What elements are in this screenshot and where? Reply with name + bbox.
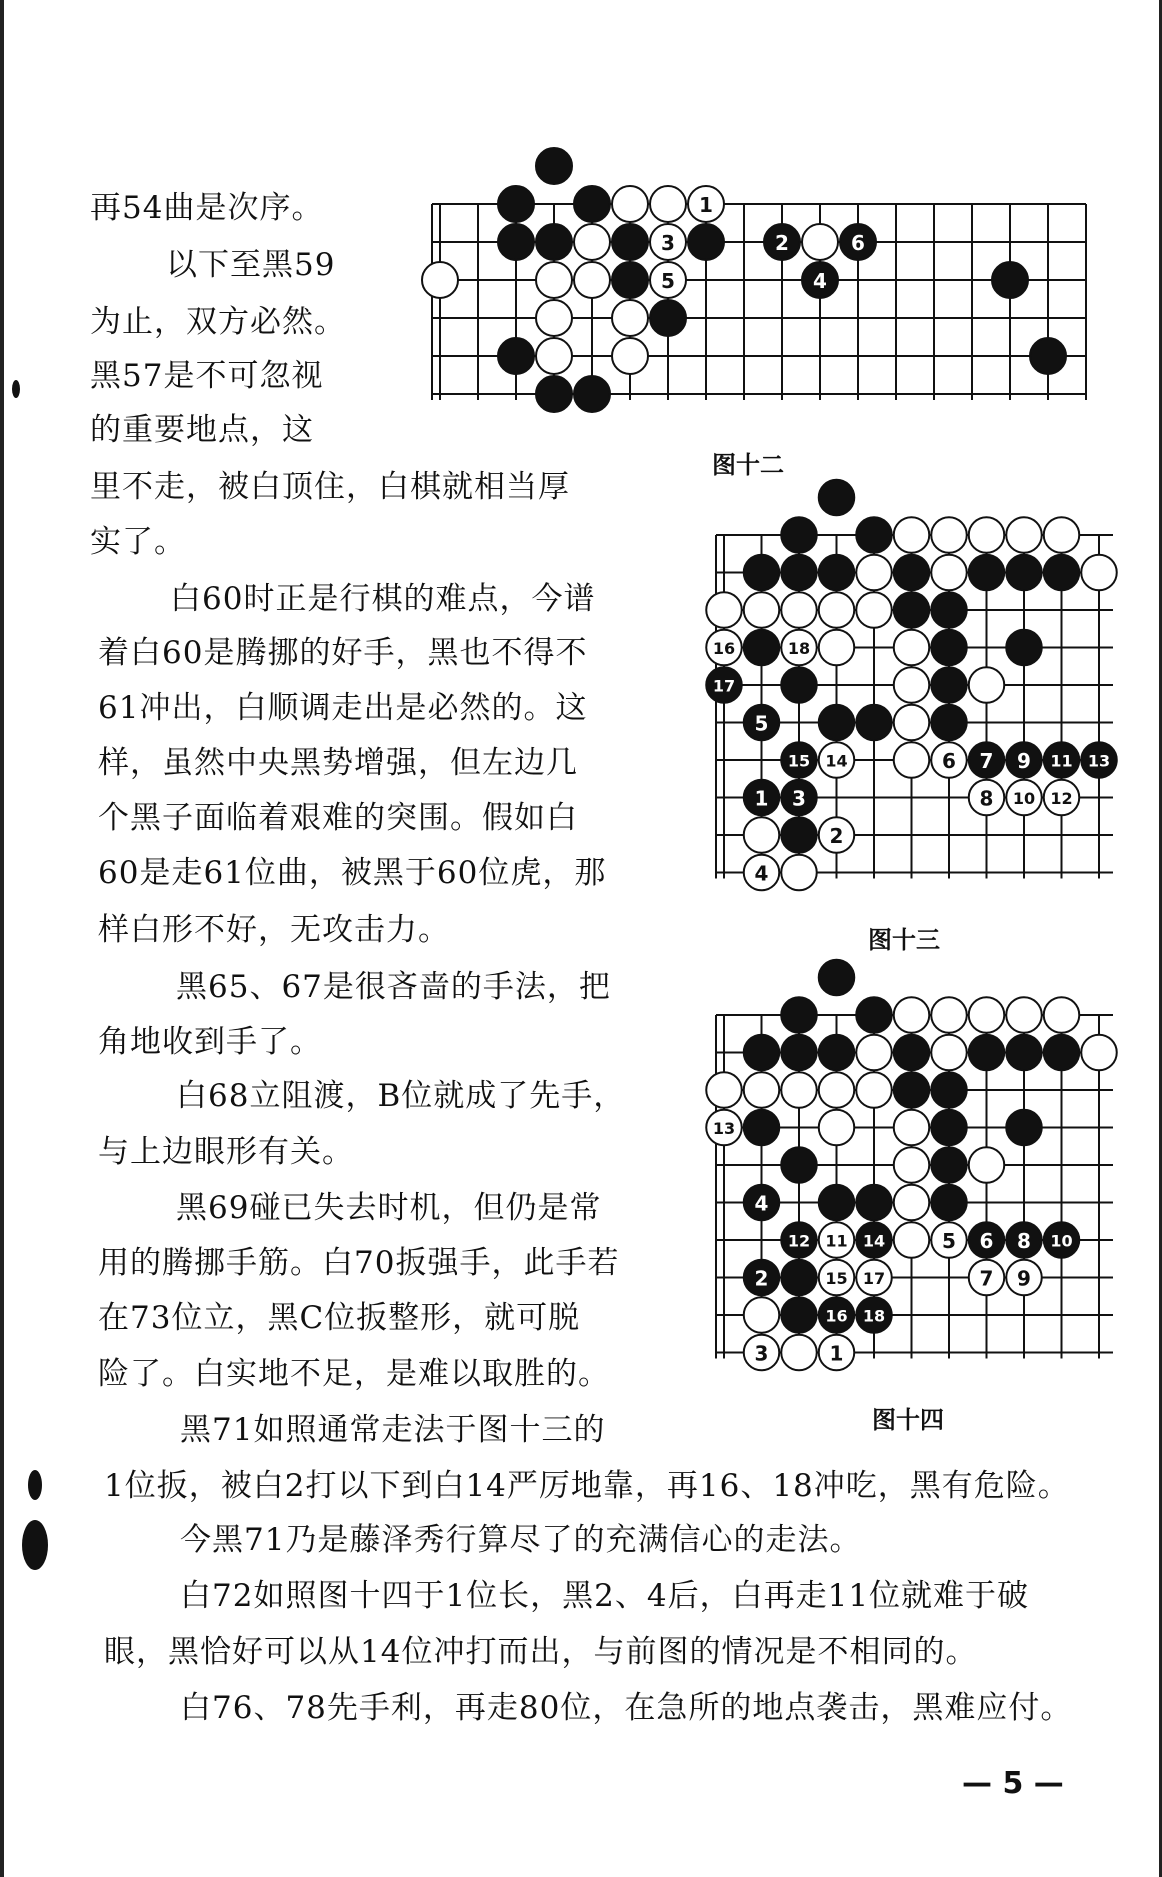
white-stone [931, 997, 967, 1033]
white-stone [1081, 555, 1117, 591]
black-stone [931, 630, 967, 666]
white-stone [422, 262, 458, 298]
black-stone [1044, 555, 1080, 591]
black-stone [612, 224, 648, 260]
white-stone [1044, 517, 1080, 553]
move-number: 10 [1012, 789, 1036, 808]
black-stone [1044, 742, 1080, 778]
black-stone [819, 480, 855, 516]
black-stone [819, 960, 855, 996]
white-stone [781, 1072, 817, 1108]
black-stone [781, 780, 817, 816]
black-stone [840, 224, 876, 260]
black-stone [744, 1035, 780, 1071]
text-line: 今黑71乃是藤泽秀行算尽了的充满信心的走法。 [180, 1522, 862, 1558]
white-stone [819, 630, 855, 666]
black-stone [744, 705, 780, 741]
black-stone [764, 224, 800, 260]
white-stone [894, 742, 930, 778]
black-stone [1006, 1035, 1042, 1071]
black-stone [574, 186, 610, 222]
white-stone [781, 855, 817, 891]
white-stone [819, 1110, 855, 1146]
white-stone [781, 630, 817, 666]
black-stone [819, 1185, 855, 1221]
black-stone [781, 997, 817, 1033]
move-number: 9 [1017, 1266, 1031, 1291]
black-stone [819, 555, 855, 591]
white-stone [969, 1260, 1005, 1296]
move-number: 13 [712, 1119, 736, 1138]
white-stone [744, 1335, 780, 1371]
white-stone [931, 555, 967, 591]
black-stone [931, 592, 967, 628]
white-stone [536, 300, 572, 336]
move-number: 15 [787, 751, 811, 771]
white-stone [744, 855, 780, 891]
scan-speck [22, 1520, 48, 1570]
white-stone [894, 630, 930, 666]
white-stone [894, 517, 930, 553]
move-number: 1 [699, 193, 713, 217]
text-line: 白68立阻渡，B位就成了先手， [176, 1078, 626, 1114]
black-stone [498, 186, 534, 222]
move-number: 18 [787, 639, 811, 658]
white-stone [1006, 517, 1042, 553]
black-stone [781, 667, 817, 703]
white-stone [574, 224, 610, 260]
black-stone [744, 630, 780, 666]
black-stone [856, 1297, 892, 1333]
white-stone [931, 1035, 967, 1071]
move-number: 8 [1017, 1229, 1031, 1253]
move-number: 6 [851, 231, 865, 255]
text-line: 里不走，被白顶住，白棋就相当厚 [90, 469, 570, 505]
white-stone [856, 555, 892, 591]
black-stone [1044, 1035, 1080, 1071]
white-stone [819, 592, 855, 628]
black-stone [744, 1110, 780, 1146]
black-stone [536, 224, 572, 260]
black-stone [894, 555, 930, 591]
white-stone [612, 300, 648, 336]
move-number: 3 [792, 786, 806, 811]
black-stone [969, 555, 1005, 591]
figure-caption-fig13: 图十三 [868, 926, 940, 954]
black-stone [856, 517, 892, 553]
black-stone [931, 1072, 967, 1108]
black-stone [612, 262, 648, 298]
black-stone [744, 1260, 780, 1296]
scan-speck [12, 380, 20, 398]
move-number: 3 [754, 1341, 769, 1366]
move-number: 6 [979, 1229, 994, 1253]
white-stone [688, 186, 724, 222]
black-stone [931, 1147, 967, 1183]
white-stone [894, 1110, 930, 1146]
white-stone [650, 186, 686, 222]
white-stone [650, 262, 686, 298]
white-stone [1044, 997, 1080, 1033]
black-stone [781, 742, 817, 778]
text-line: 样，虽然中央黑势增强，但左边几 [98, 745, 578, 781]
move-number: 16 [712, 639, 736, 658]
white-stone [969, 780, 1005, 816]
black-stone [781, 1035, 817, 1071]
move-number: 6 [942, 749, 956, 773]
black-stone [1006, 1110, 1042, 1146]
black-stone [1006, 630, 1042, 666]
white-stone [894, 1222, 930, 1258]
black-stone [931, 1110, 967, 1146]
black-stone [706, 667, 742, 703]
text-line: 黑57是不可忽视 [90, 358, 324, 394]
white-stone [536, 262, 572, 298]
go-diagram-fig12 [400, 170, 1110, 460]
text-line: 个黑子面临着艰难的突围。假如白 [98, 800, 578, 836]
move-number: 10 [1050, 1231, 1073, 1251]
page-number: — 5 — [962, 1766, 1064, 1801]
move-number: 8 [979, 786, 994, 811]
text-line: 黑65、67是很吝啬的手法，把 [176, 969, 611, 1005]
move-number: 7 [979, 749, 994, 773]
figure-caption-fig14: 图十四 [872, 1406, 944, 1434]
white-stone [744, 1297, 780, 1333]
scan-speck [28, 1470, 42, 1500]
white-stone [612, 186, 648, 222]
white-stone [744, 1072, 780, 1108]
black-stone [781, 517, 817, 553]
white-stone [1006, 1260, 1042, 1296]
black-stone [969, 1222, 1005, 1258]
black-stone [802, 262, 838, 298]
white-stone [802, 224, 838, 260]
move-number: 5 [942, 1229, 956, 1253]
white-stone [856, 1072, 892, 1108]
black-stone [744, 555, 780, 591]
text-line: 黑69碰已失去时机，但仍是常 [176, 1190, 602, 1226]
black-stone [931, 705, 967, 741]
white-stone [931, 742, 967, 778]
black-stone [1006, 1222, 1042, 1258]
black-stone [856, 997, 892, 1033]
black-stone [856, 705, 892, 741]
black-stone [744, 780, 780, 816]
move-number: 14 [825, 751, 848, 771]
text-line: 险了。白实地不足，是难以取胜的。 [98, 1356, 610, 1392]
move-number: 7 [979, 1266, 994, 1291]
white-stone [969, 997, 1005, 1033]
white-stone [819, 1335, 855, 1371]
white-stone [612, 338, 648, 374]
black-stone [781, 555, 817, 591]
move-number: 13 [1087, 751, 1111, 771]
text-line: 着白60是腾挪的好手，黑也不得不 [98, 635, 588, 671]
white-stone [536, 338, 572, 374]
white-stone [819, 817, 855, 853]
white-stone [706, 592, 742, 628]
black-stone [536, 376, 572, 412]
text-line: 与上边眼形有关。 [98, 1134, 354, 1170]
text-line: 再54曲是次序。 [90, 190, 324, 226]
move-number: 1 [829, 1341, 844, 1366]
black-stone [1030, 338, 1066, 374]
black-stone [894, 592, 930, 628]
white-stone [744, 817, 780, 853]
text-line: 的重要地点，这 [90, 412, 314, 448]
go-diagram-fig13 [700, 505, 1120, 925]
move-number: 4 [813, 269, 827, 293]
black-stone [856, 1185, 892, 1221]
white-stone [1044, 780, 1080, 816]
move-number: 15 [825, 1269, 848, 1288]
white-stone [650, 224, 686, 260]
white-stone [744, 592, 780, 628]
white-stone [819, 1222, 855, 1258]
black-stone [931, 1185, 967, 1221]
move-number: 18 [862, 1306, 886, 1326]
text-line: 白60时正是行棋的难点，今谱 [170, 581, 596, 617]
black-stone [856, 1222, 892, 1258]
white-stone [894, 1147, 930, 1183]
black-stone [819, 705, 855, 741]
text-line: 以下至黑59 [166, 247, 336, 283]
move-number: 17 [862, 1269, 886, 1288]
black-stone [894, 1035, 930, 1071]
figure-caption-fig12: 图十二 [712, 451, 784, 479]
text-line: 60是走61位曲，被黑于60位虎，那 [98, 855, 607, 891]
move-number: 1 [754, 786, 769, 811]
move-number: 12 [787, 1231, 811, 1251]
black-stone [781, 817, 817, 853]
white-stone [706, 1110, 742, 1146]
black-stone [819, 1035, 855, 1071]
black-stone [781, 1147, 817, 1183]
move-number: 5 [754, 711, 769, 736]
white-stone [706, 630, 742, 666]
white-stone [894, 705, 930, 741]
white-stone [1006, 780, 1042, 816]
white-stone [856, 592, 892, 628]
text-line: 1位扳，被白2打以下到白14严厉地靠，再16、18冲吃，黑有危险。 [104, 1468, 1070, 1504]
text-line: 在73位立，黑C位扳整形，就可脱 [98, 1300, 581, 1336]
black-stone [536, 148, 572, 184]
white-stone [969, 517, 1005, 553]
move-number: 2 [829, 824, 844, 848]
white-stone [1006, 997, 1042, 1033]
white-stone [574, 262, 610, 298]
black-stone [498, 338, 534, 374]
black-stone [969, 1035, 1005, 1071]
white-stone [1081, 1035, 1117, 1071]
white-stone [856, 1260, 892, 1296]
black-stone [1081, 742, 1117, 778]
move-number: 2 [754, 1266, 769, 1291]
white-stone [856, 1035, 892, 1071]
white-stone [894, 997, 930, 1033]
text-line: 为止，双方必然。 [90, 304, 346, 340]
move-number: 5 [661, 269, 675, 293]
white-stone [781, 592, 817, 628]
text-line: 样白形不好，无攻击力。 [98, 912, 450, 948]
black-stone [931, 667, 967, 703]
black-stone [781, 1222, 817, 1258]
black-stone [781, 1297, 817, 1333]
move-number: 2 [775, 231, 789, 255]
move-number: 9 [1017, 749, 1031, 773]
move-number: 12 [1050, 789, 1073, 808]
black-stone [819, 1297, 855, 1333]
black-stone [969, 742, 1005, 778]
text-line: 实了。 [90, 524, 186, 560]
white-stone [819, 1072, 855, 1108]
black-stone [894, 1072, 930, 1108]
black-stone [1006, 555, 1042, 591]
white-stone [706, 1072, 742, 1108]
white-stone [931, 517, 967, 553]
black-stone [1006, 742, 1042, 778]
white-stone [931, 1222, 967, 1258]
black-stone [781, 1260, 817, 1296]
text-line: 眼，黑恰好可以从14位冲打而出，与前图的情况是不相同的。 [104, 1634, 978, 1670]
white-stone [894, 667, 930, 703]
black-stone [498, 224, 534, 260]
black-stone [1044, 1222, 1080, 1258]
move-number: 4 [754, 1191, 769, 1216]
white-stone [781, 1335, 817, 1371]
move-number: 17 [712, 676, 736, 696]
white-stone [894, 1185, 930, 1221]
go-diagram-fig14 [700, 985, 1120, 1405]
black-stone [992, 262, 1028, 298]
white-stone [819, 1260, 855, 1296]
black-stone [650, 300, 686, 336]
move-number: 4 [754, 861, 769, 886]
move-number: 11 [1050, 751, 1073, 771]
text-line: 白76、78先手利，再走80位，在急所的地点袭击，黑难应付。 [180, 1690, 1073, 1726]
text-line: 用的腾挪手筋。白70扳强手，此手若 [98, 1245, 620, 1281]
text-line: 61冲出，白顺调走出是必然的。这 [98, 690, 588, 726]
text-line: 黑71如照通常走法于图十三的 [180, 1412, 606, 1448]
black-stone [688, 224, 724, 260]
black-stone [744, 1185, 780, 1221]
black-stone [574, 376, 610, 412]
move-number: 14 [862, 1231, 886, 1251]
white-stone [819, 742, 855, 778]
white-stone [969, 1147, 1005, 1183]
move-number: 11 [825, 1231, 848, 1251]
text-line: 角地收到手了。 [98, 1024, 322, 1060]
move-number: 16 [825, 1306, 848, 1326]
move-number: 3 [661, 231, 675, 255]
text-line: 白72如照图十四于1位长，黑2、4后，白再走11位就难于破 [180, 1578, 1030, 1614]
white-stone [969, 667, 1005, 703]
